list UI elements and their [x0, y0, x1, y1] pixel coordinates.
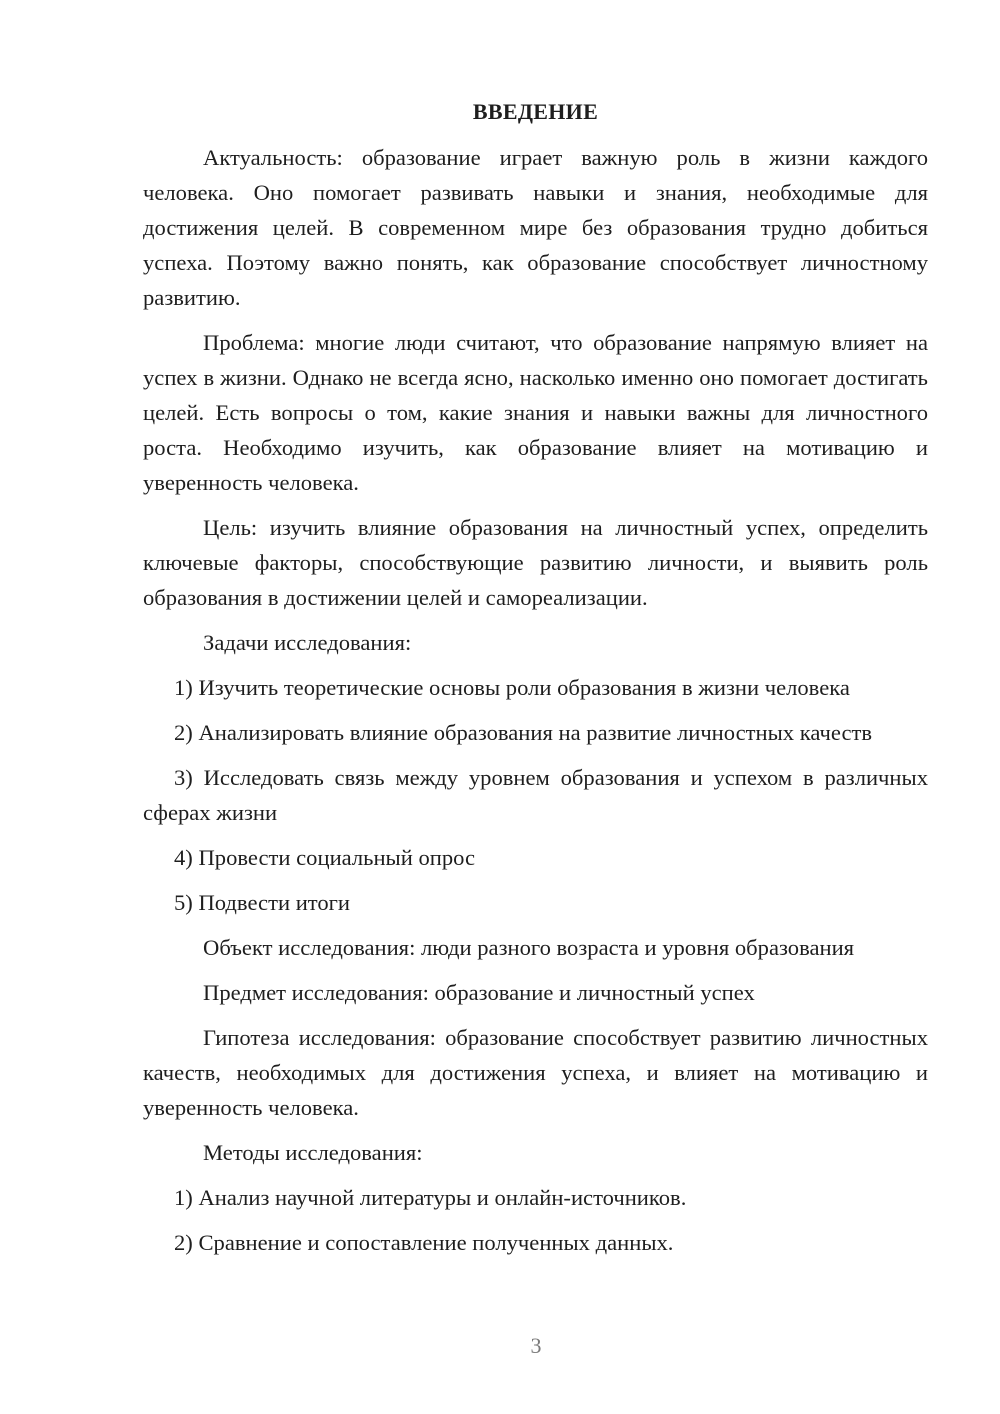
object-line: Объект исследования: люди разного возраста и уровня образования [203, 935, 855, 960]
relevance-paragraph: Актуальность: образование играет важную роль в жизни каждого человека. Оно помогает развивать навыки и знания, необходимые для достижения целей. В современном мире без образования трудно добиться успеха. Поэтому важно понять, как образование способствует личностному развитию. [143, 145, 928, 310]
section-title: ВВЕДЕНИЕ [472, 99, 599, 124]
method-item: 2) Сравнение и сопоставление полученных данных. [174, 1230, 674, 1255]
tasks-heading: Задачи исследования: [203, 630, 412, 655]
methods-heading: Методы исследования: [203, 1140, 423, 1165]
method-item: 1) Анализ научной литературы и онлайн-источников. [174, 1185, 687, 1210]
subject-line: Предмет исследования: образование и личностный успех [203, 980, 755, 1005]
task-item: 5) Подвести итоги [174, 890, 351, 915]
task-item: 4) Провести социальный опрос [174, 845, 476, 870]
problem-paragraph: Проблема: многие люди считают, что образование напрямую влияет на успех в жизни. Однако не всегда ясно, насколько именно оно помогает достигать целей. Есть вопросы о том, какие знания и навыки важны для личностного роста. Необходимо изучить, как образование влияет на мотивацию и уверенность человека. [143, 330, 928, 495]
page-content [143, 94, 928, 1270]
task-item: 1) Изучить теоретические основы роли образования в жизни человека [174, 675, 850, 700]
goal-paragraph: Цель: изучить влияние образования на личностный успех, определить ключевые факторы, способствующие развитию личности, и выявить роль образования в достижении целей и самореализации. [143, 515, 928, 610]
task-item: 3) Исследовать связь между уровнем образования и успехом в различных сферах жизни [143, 765, 928, 825]
task-item: 2) Анализировать влияние образования на развитие личностных качеств [174, 720, 873, 745]
hypothesis-paragraph: Гипотеза исследования: образование способствует развитию личностных качеств, необходимых для достижения успеха, и влияет на мотивацию и уверенность человека. [143, 1025, 928, 1120]
page-number: 3 [530, 1333, 542, 1358]
